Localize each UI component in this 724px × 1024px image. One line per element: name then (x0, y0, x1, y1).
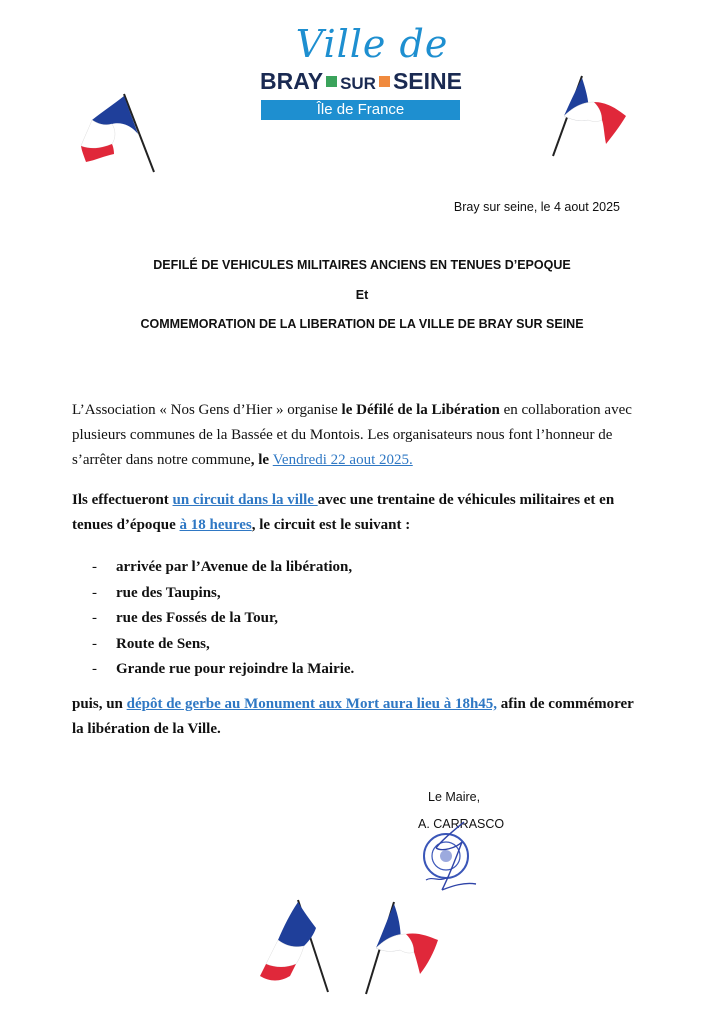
route-step: rue des Taupins, (116, 584, 221, 601)
mayor-stamp-icon (412, 817, 505, 898)
circuit-text-2: avec une trentaine de véhicules militaires et en tenues d’époque (72, 492, 615, 533)
time-link[interactable]: à 18 heures (179, 517, 252, 533)
list-bullet: - (92, 584, 97, 601)
heading-commemoration: COMMEMORATION DE LA LIBERATION DE LA VILLE DE BRAY SUR SEINE (140, 317, 584, 331)
paragraph-intro (72, 398, 640, 473)
heading-and: Et (355, 288, 369, 302)
french-flag-icon (256, 894, 336, 994)
circuit-link[interactable]: un circuit dans la ville (172, 492, 318, 508)
logo-main-text (258, 66, 464, 99)
wreath-text-1: puis, un (72, 696, 127, 712)
route-list (92, 555, 612, 683)
list-bullet: - (92, 610, 97, 626)
logo-region-band: Île de France (261, 100, 460, 120)
town-logo (258, 22, 464, 126)
logo-word-seine: SEINE (392, 68, 462, 94)
route-step: Grande rue pour rejoindre la Mairie. (116, 661, 355, 677)
date-line: Bray sur seine, le 4 aout 2025 (453, 200, 620, 214)
french-flag-icon (548, 72, 630, 158)
route-step: arrivée par l’Avenue de la libération, (116, 559, 353, 575)
route-step: Route de Sens, (116, 635, 210, 652)
route-step: rue des Fossés de la Tour, (116, 610, 278, 626)
paragraph-circuit (72, 488, 640, 538)
intro-event-name: le Défilé de la Libération (341, 402, 500, 418)
circuit-text-1: Ils effectueront (72, 492, 173, 508)
signature-name: A. CARRASCO (418, 817, 505, 831)
orange-square-icon (379, 76, 390, 87)
event-date-link[interactable]: Vendredi 22 aout 2025. (272, 452, 413, 468)
intro-text-3: , le (250, 452, 273, 468)
logo-script-text: Ville de (295, 22, 449, 66)
list-item (92, 555, 612, 581)
list-bullet: - (92, 661, 97, 677)
wreath-link[interactable]: dépôt de gerbe au Monument aux Mort aura lieu à 18h45, (126, 696, 498, 712)
logo-word-bray: BRAY (260, 68, 324, 94)
list-item (92, 632, 612, 658)
french-flag-icon (360, 896, 444, 996)
circuit-text-3: , le circuit est le suivant : (251, 517, 411, 533)
french-flag-icon (78, 90, 160, 176)
list-item (92, 657, 612, 683)
heading-parade: DEFILÉ DE VEHICULES MILITAIRES ANCIENS EN TENUES D’EPOQUE (153, 258, 571, 272)
paragraph-wreath (72, 692, 640, 742)
list-item (92, 606, 612, 632)
list-bullet: - (92, 559, 97, 575)
logo-word-sur: SUR (340, 74, 376, 93)
list-bullet: - (92, 635, 97, 652)
list-item (92, 581, 612, 607)
signature-title: Le Maire, (428, 790, 481, 804)
wreath-text-2: afin de commémorer la libération de la Ville. (72, 696, 634, 737)
green-square-icon (326, 76, 337, 87)
intro-text-1: L’Association « Nos Gens d’Hier » organise (72, 402, 342, 418)
intro-text-2: en collaboration avec plusieurs communes de la Bassée et du Montois. Les organisateurs nous font l’honneur de s’arrêter dans notre commune (72, 402, 632, 468)
